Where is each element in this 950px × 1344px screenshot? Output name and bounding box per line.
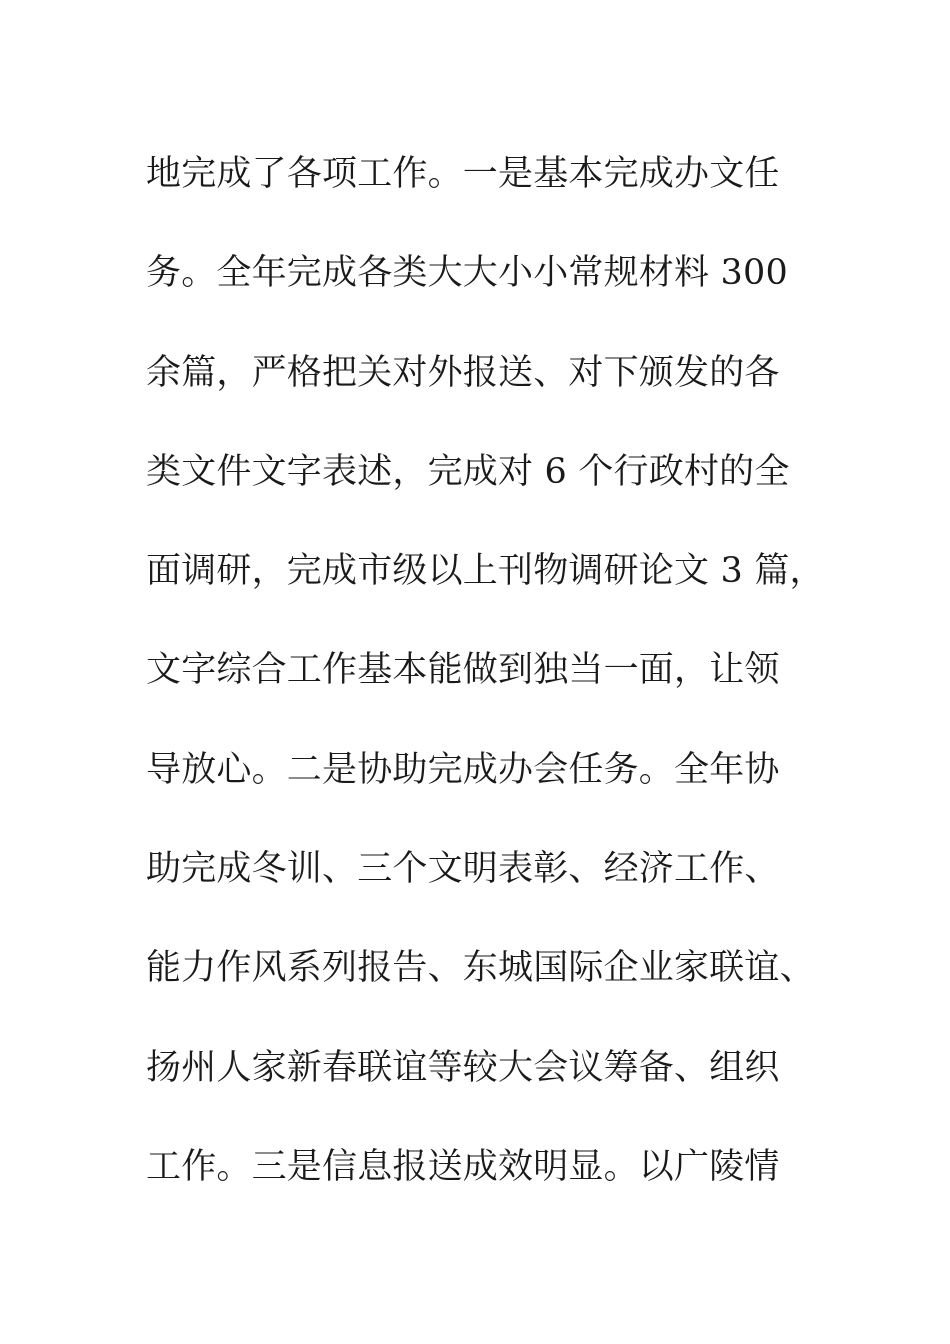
text-line: 地完成了各项工作。一是基本完成办文任 (146, 154, 780, 194)
text-line: 导放心。二是协助完成办会任务。全年协 (146, 749, 780, 790)
text-line: 工作。三是信息报送成效明显。以广陵情 (146, 1146, 780, 1187)
text-line: 余篇，严格把关对外报送、对下颁发的各 (146, 352, 780, 393)
text-line: 面调研，完成市级以上刊物调研论文 3 篇， (146, 551, 825, 592)
text-line: 能力作风系列报告、东城国际企业家联谊、 (146, 948, 815, 989)
text-line: 文字综合工作基本能做到独当一面，让领 (146, 650, 780, 691)
text-line: 扬州人家新春联谊等较大会议筹备、组织 (146, 1047, 780, 1088)
body-text (146, 125, 826, 1217)
text-line: 类文件文字表述，完成对 6 个行政村的全 (146, 451, 790, 492)
text-line: 助完成冬训、三个文明表彰、经济工作、 (146, 849, 780, 890)
text-line: 务。全年完成各类大大小小常规材料 300 (146, 253, 788, 294)
